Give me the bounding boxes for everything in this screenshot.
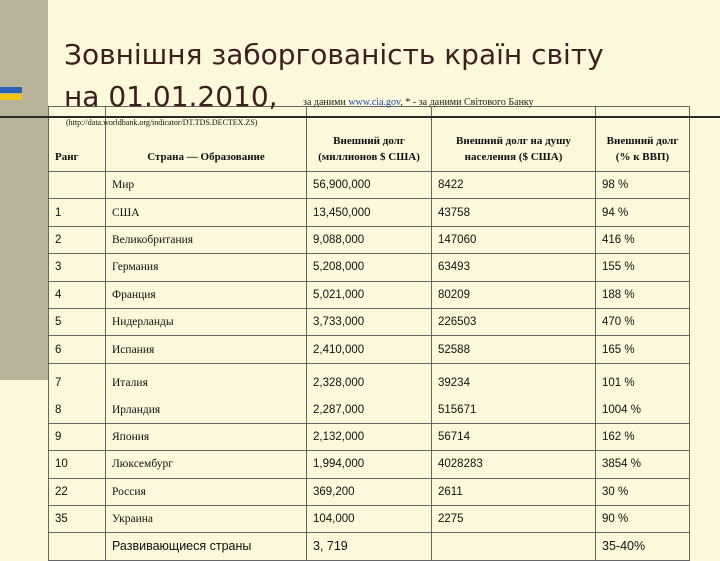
cell-debt: 1,994,000 [307, 451, 432, 478]
cell-rank: 1 [49, 199, 106, 226]
table-row [49, 505, 690, 532]
cell-gdp: 35-40% [596, 533, 690, 560]
table-row [49, 199, 690, 226]
cell-debt: 3, 719 [307, 533, 432, 560]
cell-country: Франция [106, 281, 307, 308]
cell-per-capita: 147060 [432, 226, 596, 253]
cell-country: Мир [106, 172, 307, 199]
title-line-1: Зовнішня заборгованість країн світу [64, 38, 604, 71]
cell-per-capita: 52588 [432, 336, 596, 363]
cell-country: Великобритания [106, 226, 307, 253]
debt-table [48, 106, 690, 561]
cell-debt: 5,021,000 [307, 281, 432, 308]
header-rank: Ранг [49, 107, 106, 172]
cell-per-capita: 2275 [432, 505, 596, 532]
cell-gdp [596, 363, 690, 423]
cell-per-capita: 2611 [432, 478, 596, 505]
cell-per-capita: 56714 [432, 423, 596, 450]
table-row [49, 451, 690, 478]
cell-rank [49, 533, 106, 560]
merged-value: 2,287,000 [313, 403, 365, 416]
cell-country: Развивающиеся страны [106, 533, 307, 560]
table-row [49, 172, 690, 199]
flag-yellow-stripe [0, 94, 22, 100]
cia-link[interactable]: www.cia.gov [348, 97, 401, 108]
cell-rank: 10 [49, 451, 106, 478]
cell-rank: 5 [49, 308, 106, 335]
cell-per-capita: 43758 [432, 199, 596, 226]
merged-value: Италия [112, 376, 148, 389]
cell-debt: 9,088,000 [307, 226, 432, 253]
cell-debt: 13,450,000 [307, 199, 432, 226]
cell-debt: 5,208,000 [307, 254, 432, 281]
merged-value: 7 [55, 376, 62, 389]
cell-per-capita [432, 363, 596, 423]
header-debt: Внешний долг (миллионов $ США) [307, 107, 432, 172]
cell-debt: 2,410,000 [307, 336, 432, 363]
cell-country: Нидерланды [106, 308, 307, 335]
cell-per-capita: 80209 [432, 281, 596, 308]
cell-debt: 369,200 [307, 478, 432, 505]
header-gdp: Внешний долг (% к ВВП) [596, 107, 690, 172]
cell-rank [49, 363, 106, 423]
table-row [49, 254, 690, 281]
merged-value: 101 % [602, 376, 635, 389]
cell-gdp: 416 % [596, 226, 690, 253]
header-per-capita: Внешний долг на душу населения ($ США) [432, 107, 596, 172]
table-row [49, 423, 690, 450]
cell-rank: 3 [49, 254, 106, 281]
worldbank-url[interactable]: (http://data.worldbank.org/indicator/DT.TDS.DECTEX.ZS) [66, 118, 258, 127]
flag-blue-stripe [0, 87, 22, 93]
cell-gdp: 470 % [596, 308, 690, 335]
cell-gdp: 155 % [596, 254, 690, 281]
decorative-sidebar [0, 0, 48, 380]
cell-debt: 56,900,000 [307, 172, 432, 199]
table-row-merged [49, 363, 690, 423]
cell-country: Россия [106, 478, 307, 505]
cell-debt [307, 363, 432, 423]
merged-value: 2,328,000 [313, 376, 365, 389]
merged-value: 39234 [438, 376, 470, 389]
cell-per-capita: 226503 [432, 308, 596, 335]
cell-rank [49, 172, 106, 199]
merged-value: 1004 % [602, 403, 642, 416]
cell-gdp: 3854 % [596, 451, 690, 478]
cell-country: Германия [106, 254, 307, 281]
cell-country: Украина [106, 505, 307, 532]
table-row [49, 281, 690, 308]
cell-gdp: 165 % [596, 336, 690, 363]
cell-rank: 2 [49, 226, 106, 253]
table-row [49, 336, 690, 363]
cell-rank: 22 [49, 478, 106, 505]
cell-per-capita: 63493 [432, 254, 596, 281]
cell-gdp: 162 % [596, 423, 690, 450]
table-row [49, 478, 690, 505]
cell-gdp: 94 % [596, 199, 690, 226]
table-row [49, 533, 690, 560]
cell-country: США [106, 199, 307, 226]
note-prefix: за даними [303, 97, 349, 108]
table-row [49, 308, 690, 335]
merged-value: Ирландия [112, 403, 161, 416]
cell-gdp: 30 % [596, 478, 690, 505]
cell-rank: 35 [49, 505, 106, 532]
cell-rank: 6 [49, 336, 106, 363]
cell-rank: 9 [49, 423, 106, 450]
merged-value: 8 [55, 403, 62, 416]
header-country: Страна — Образование [106, 107, 307, 172]
cell-per-capita [432, 533, 596, 560]
cell-country: Япония [106, 423, 307, 450]
cell-country: Испания [106, 336, 307, 363]
cell-debt: 104,000 [307, 505, 432, 532]
cell-debt: 2,132,000 [307, 423, 432, 450]
cell-country [106, 363, 307, 423]
cell-per-capita: 4028283 [432, 451, 596, 478]
cell-gdp: 188 % [596, 281, 690, 308]
cell-gdp: 90 % [596, 505, 690, 532]
cell-gdp: 98 % [596, 172, 690, 199]
table-row [49, 226, 690, 253]
note-suffix: , * - за даними Світового Банку [400, 97, 534, 108]
cell-per-capita: 8422 [432, 172, 596, 199]
cell-rank: 4 [49, 281, 106, 308]
merged-value: 515671 [438, 403, 477, 416]
cell-debt: 3,733,000 [307, 308, 432, 335]
title-line-2: на 01.01.2010, [64, 80, 278, 113]
source-note [303, 97, 534, 108]
cell-country: Люксембург [106, 451, 307, 478]
